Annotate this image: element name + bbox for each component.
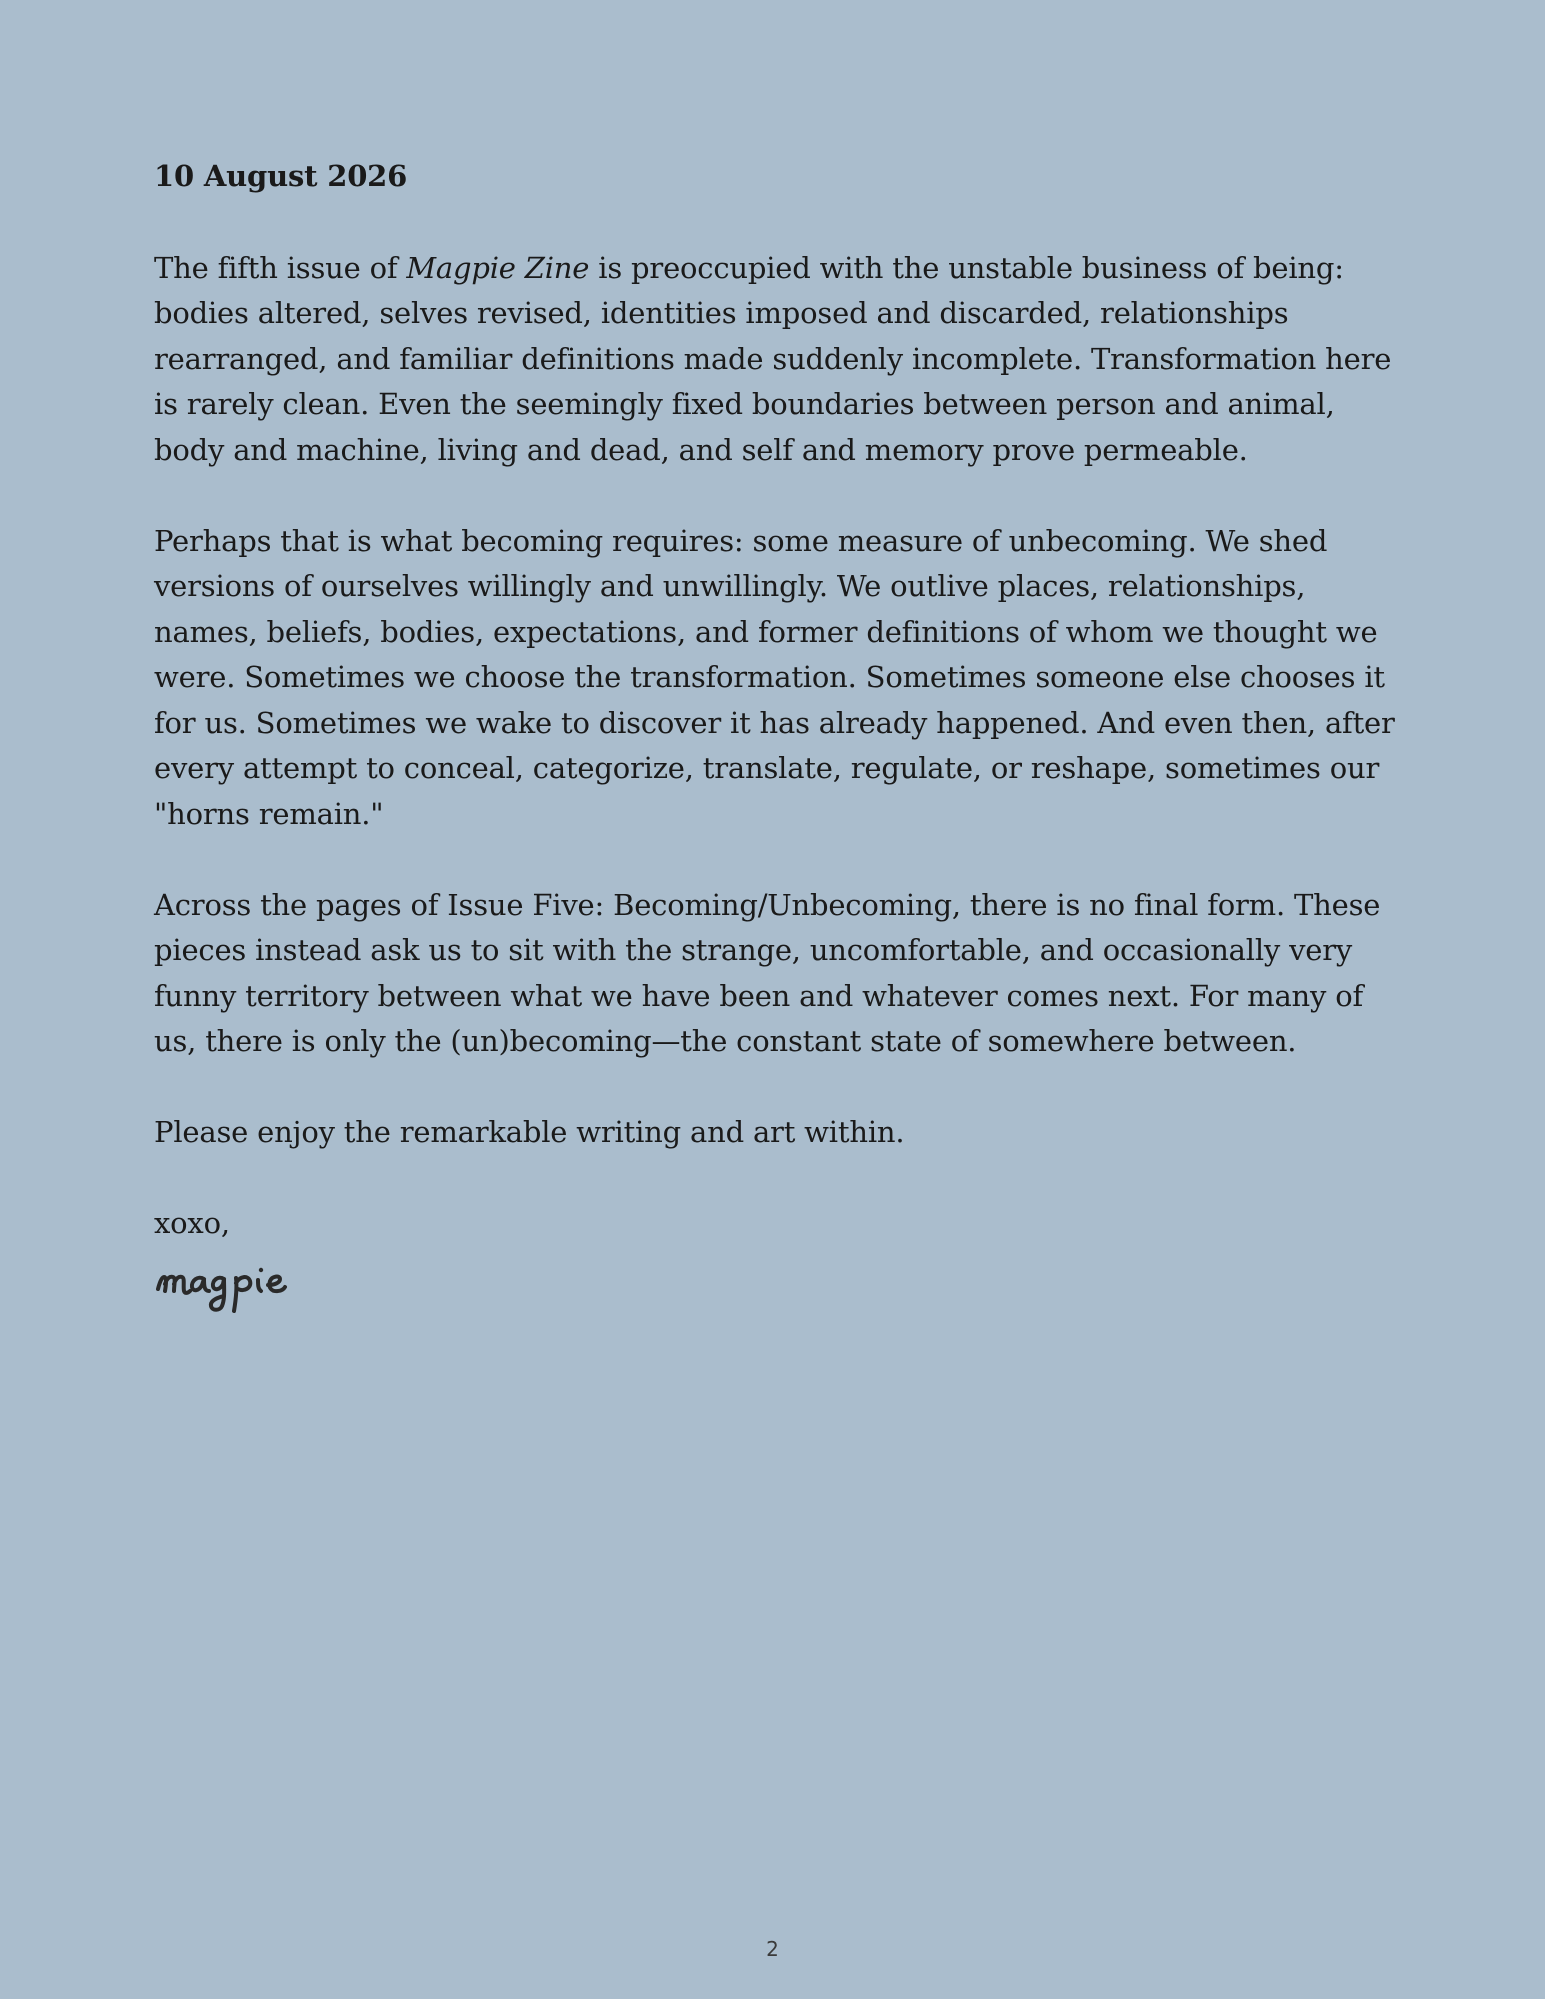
paragraph-intro-rest: is preoccupied with the unstable business of being: bodies altered, selves revised, identities imposed and discarded, relationships rearranged, and familiar definitions made suddenly incomplete. Transformation here is rarely clean. Even the seemingly fixed boundaries between person and animal, body and machine, living and dead, and self and memory prove permeable. [154, 250, 1392, 467]
paragraph-enjoy: Please enjoy the remarkable writing and art within. [154, 1115, 905, 1149]
closing-salutation: xoxo, [154, 1206, 230, 1240]
paragraph-issue-five: Across the pages of Issue Five: Becoming/Unbecoming, there is no final form. These pieces instead ask us to sit with the strange, uncomfortable, and occasionally very funny territory between what we have been and whatever comes next. For many of us, there is only the (un)becoming—the constant state of somewhere between. [154, 887, 1381, 1058]
paragraph-intro [154, 246, 1399, 474]
zine-title: Magpie Zine [406, 250, 590, 285]
signature-magpie [154, 1251, 339, 1321]
letter-date: 10 August 2026 [154, 159, 408, 193]
page-number: 2 [766, 1937, 779, 1961]
paragraph-becoming: Perhaps that is what becoming requires: some measure of unbecoming. We shed versions of ourselves willingly and unwillingly. We outlive places, relationships, names, beliefs, bodies, expectations, and former definitions of whom we thought we were. Sometimes we choose the transformation. Sometimes someone else chooses it for us. Sometimes we wake to discover it has already happened. And even then, after every attempt to conceal, categorize, translate, regulate, or reshape, sometimes our "horns remain." [154, 523, 1395, 831]
editor-letter [154, 154, 1399, 1321]
paragraph-intro-start: The fifth issue of [154, 250, 407, 285]
